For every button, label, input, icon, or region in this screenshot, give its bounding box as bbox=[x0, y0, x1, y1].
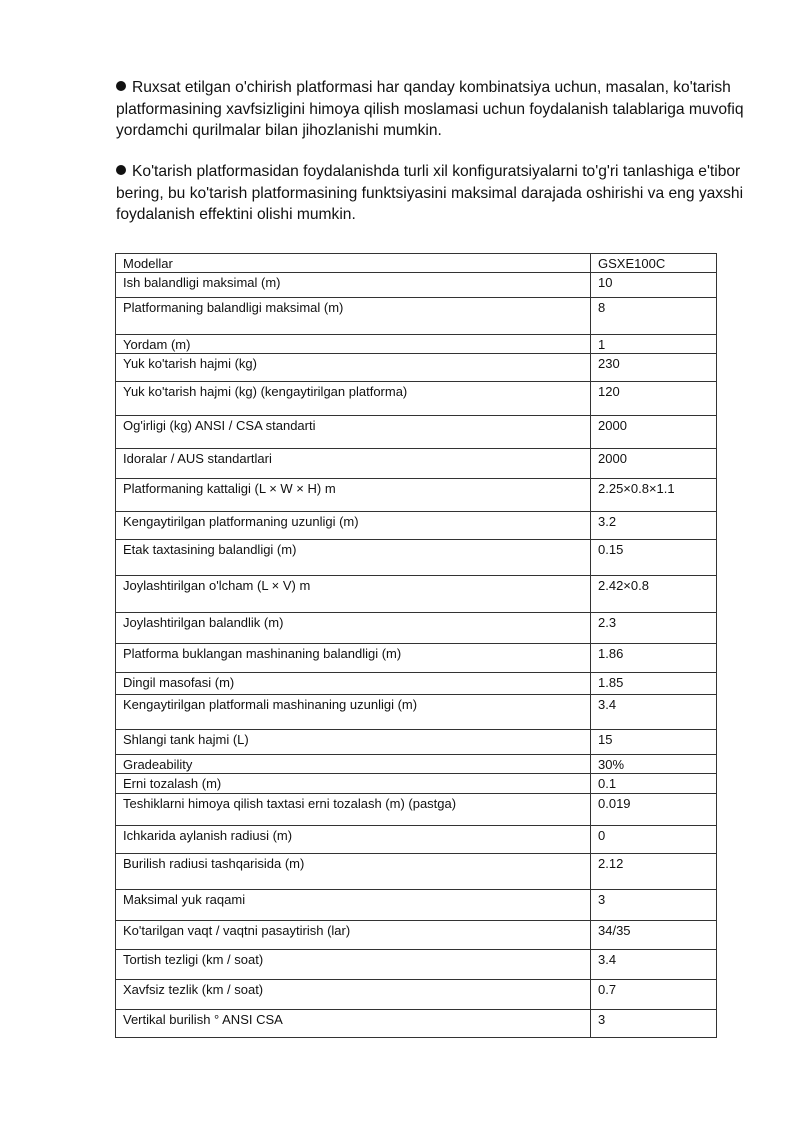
row-label: Teshiklarni himoya qilish taxtasi erni tozalash (m) (pastga) bbox=[116, 794, 591, 826]
row-label: Gradeability bbox=[116, 755, 591, 774]
row-value: 3.2 bbox=[591, 512, 717, 540]
row-label: Erni tozalash (m) bbox=[116, 774, 591, 794]
table-row bbox=[116, 540, 717, 576]
row-label: Modellar bbox=[116, 254, 591, 273]
row-value: 8 bbox=[591, 298, 717, 335]
table-row bbox=[116, 298, 717, 335]
table-row bbox=[116, 755, 717, 774]
table-row bbox=[116, 512, 717, 540]
row-value: 3 bbox=[591, 890, 717, 921]
table-row bbox=[116, 980, 717, 1010]
row-value: 15 bbox=[591, 730, 717, 755]
row-label: Maksimal yuk raqami bbox=[116, 890, 591, 921]
row-value: 1.85 bbox=[591, 673, 717, 695]
table-row bbox=[116, 673, 717, 695]
table-row bbox=[116, 854, 717, 890]
row-value: 2.42×0.8 bbox=[591, 576, 717, 613]
row-value: 2.25×0.8×1.1 bbox=[591, 479, 717, 512]
table-row bbox=[116, 730, 717, 755]
table-row bbox=[116, 950, 717, 980]
row-value: 3.4 bbox=[591, 695, 717, 730]
row-value: 3.4 bbox=[591, 950, 717, 980]
row-label: Yuk ko'tarish hajmi (kg) bbox=[116, 354, 591, 382]
row-label: Yuk ko'tarish hajmi (kg) (kengaytirilgan platforma) bbox=[116, 382, 591, 416]
row-label: Vertikal burilish ° ANSI CSA bbox=[116, 1010, 591, 1038]
table-row bbox=[116, 382, 717, 416]
row-label: Burilish radiusi tashqarisida (m) bbox=[116, 854, 591, 890]
row-label: Dingil masofasi (m) bbox=[116, 673, 591, 695]
row-value: 1.86 bbox=[591, 644, 717, 673]
row-label: Kengaytirilgan platformali mashinaning uzunligi (m) bbox=[116, 695, 591, 730]
row-value: 230 bbox=[591, 354, 717, 382]
row-label: Tortish tezligi (km / soat) bbox=[116, 950, 591, 980]
row-value: 0 bbox=[591, 826, 717, 854]
table-row bbox=[116, 273, 717, 298]
paragraph-text: Ko'tarish platformasidan foydalanishda turli xil konfiguratsiyalarni to'g'ri tanlashiga e'tibor bering, bu ko'tarish platformasining funktsiyasini maksimal darajada oshirishi va eng yaxshi foydalanish effektini olishi mumkin. bbox=[116, 163, 744, 223]
row-label: Platformaning balandligi maksimal (m) bbox=[116, 298, 591, 335]
row-label: Platforma buklangan mashinaning balandligi (m) bbox=[116, 644, 591, 673]
table-row bbox=[116, 826, 717, 854]
row-value: 1 bbox=[591, 335, 717, 354]
row-value: 10 bbox=[591, 273, 717, 298]
row-label: Ichkarida aylanish radiusi (m) bbox=[116, 826, 591, 854]
row-value: 0.7 bbox=[591, 980, 717, 1010]
row-label: Yordam (m) bbox=[116, 335, 591, 354]
table-row bbox=[116, 890, 717, 921]
table-row bbox=[116, 1010, 717, 1038]
paragraph-text: Ruxsat etilgan o'chirish platformasi har qanday kombinatsiya uchun, masalan, ko'tarish platformasining xavfsizligini himoya qilish moslamasi uchun foydalanish talablariga muvofiq yordamchi qurilmalar bilan jihozlanishi mumkin. bbox=[116, 79, 744, 139]
bullet-icon bbox=[116, 81, 126, 91]
row-value: 34/35 bbox=[591, 921, 717, 950]
row-label: Xavfsiz tezlik (km / soat) bbox=[116, 980, 591, 1010]
row-value: 0.1 bbox=[591, 774, 717, 794]
row-label: Joylashtirilgan o'lcham (L × V) m bbox=[116, 576, 591, 613]
row-value: 0.15 bbox=[591, 540, 717, 576]
row-label: Idoralar / AUS standartlari bbox=[116, 449, 591, 479]
table-row bbox=[116, 695, 717, 730]
row-value: 30% bbox=[591, 755, 717, 774]
table-row bbox=[116, 613, 717, 644]
row-value: GSXE100C bbox=[591, 254, 717, 273]
row-label: Ish balandligi maksimal (m) bbox=[116, 273, 591, 298]
table-row bbox=[116, 449, 717, 479]
row-label: Platformaning kattaligi (L × W × H) m bbox=[116, 479, 591, 512]
row-label: Etak taxtasining balandligi (m) bbox=[116, 540, 591, 576]
table-row bbox=[116, 921, 717, 950]
row-label: Og'irligi (kg) ANSI / CSA standarti bbox=[116, 416, 591, 449]
table-row bbox=[116, 416, 717, 449]
row-label: Joylashtirilgan balandlik (m) bbox=[116, 613, 591, 644]
bullet-icon bbox=[116, 165, 126, 175]
row-value: 3 bbox=[591, 1010, 717, 1038]
row-value: 120 bbox=[591, 382, 717, 416]
row-label: Shlangi tank hajmi (L) bbox=[116, 730, 591, 755]
table-row bbox=[116, 354, 717, 382]
table-row bbox=[116, 479, 717, 512]
table-row bbox=[116, 644, 717, 673]
row-label: Ko'tarilgan vaqt / vaqtni pasaytirish (lar) bbox=[116, 921, 591, 950]
paragraph bbox=[116, 77, 746, 142]
row-value: 2000 bbox=[591, 449, 717, 479]
table-row bbox=[116, 335, 717, 354]
row-value: 2000 bbox=[591, 416, 717, 449]
row-value: 2.12 bbox=[591, 854, 717, 890]
row-value: 2.3 bbox=[591, 613, 717, 644]
paragraph bbox=[116, 161, 746, 226]
table-row bbox=[116, 576, 717, 613]
row-value: 0.019 bbox=[591, 794, 717, 826]
table-row bbox=[116, 794, 717, 826]
table-row bbox=[116, 254, 717, 273]
table-row bbox=[116, 774, 717, 794]
row-label: Kengaytirilgan platformaning uzunligi (m) bbox=[116, 512, 591, 540]
specification-table bbox=[115, 253, 717, 1038]
